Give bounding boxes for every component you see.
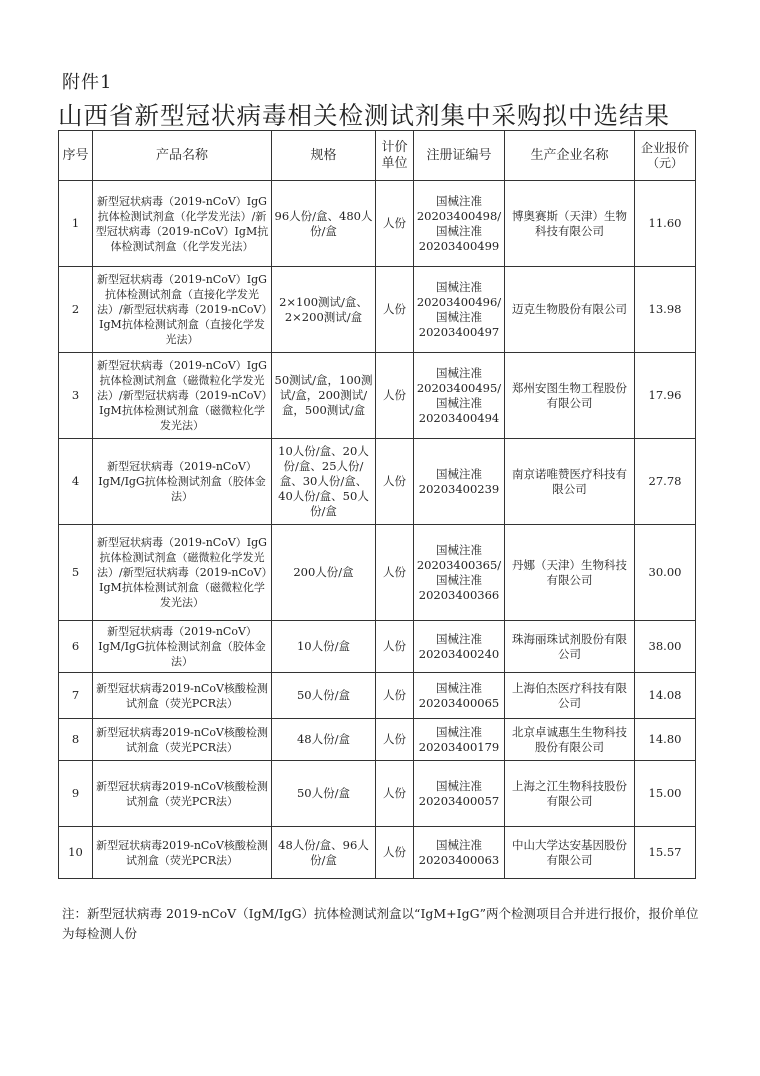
- cell-price: 30.00: [635, 525, 696, 621]
- attachment-label: 附件1: [62, 72, 113, 93]
- cell-unit: 人份: [376, 353, 414, 439]
- cell-product-name: 新型冠状病毒2019-nCoV核酸检测试剂盒（荧光PCR法）: [93, 827, 272, 879]
- cell-unit: 人份: [376, 439, 414, 525]
- cell-spec: 48人份/盒、96人份/盒: [272, 827, 376, 879]
- header-row: [59, 131, 696, 181]
- cell-company: 郑州安图生物工程股份有限公司: [505, 353, 635, 439]
- cell-unit: 人份: [376, 621, 414, 673]
- cell-no: 1: [59, 181, 93, 267]
- cell-company: 北京卓诚惠生生物科技股份有限公司: [505, 719, 635, 761]
- cell-registration: 国械注准20203400365/国械注准20203400366: [414, 525, 505, 621]
- cell-company: 珠海丽珠试剂股份有限公司: [505, 621, 635, 673]
- cell-spec: 50测试/盒，100测试/盒，200测试/盒，500测试/盒: [272, 353, 376, 439]
- cell-price: 13.98: [635, 267, 696, 353]
- header-price: 企业报价（元）: [635, 131, 696, 181]
- results-table: [58, 130, 696, 879]
- header-spec: 规格: [272, 131, 376, 181]
- cell-product-name: 新型冠状病毒（2019-nCoV）IgG抗体检测试剂盒（直接化学发光法）/新型冠状病毒（2019-nCoV）IgM抗体检测试剂盒（直接化学发光法）: [93, 267, 272, 353]
- table-row: [59, 719, 696, 761]
- cell-no: 5: [59, 525, 93, 621]
- cell-no: 4: [59, 439, 93, 525]
- cell-company: 丹娜（天津）生物科技有限公司: [505, 525, 635, 621]
- cell-product-name: 新型冠状病毒（2019-nCoV）IgG抗体检测试剂盒（化学发光法）/新型冠状病毒（2019-nCoV）IgM抗体检测试剂盒（化学发光法）: [93, 181, 272, 267]
- cell-price: 17.96: [635, 353, 696, 439]
- cell-spec: 96人份/盒、480人份/盒: [272, 181, 376, 267]
- table-row: [59, 353, 696, 439]
- cell-no: 8: [59, 719, 93, 761]
- cell-spec: 200人份/盒: [272, 525, 376, 621]
- cell-price: 15.00: [635, 761, 696, 827]
- cell-registration: 国械注准20203400496/国械注准20203400497: [414, 267, 505, 353]
- header-registration: 注册证编号: [414, 131, 505, 181]
- table-row: [59, 761, 696, 827]
- cell-price: 27.78: [635, 439, 696, 525]
- cell-spec: 50人份/盒: [272, 761, 376, 827]
- table-row: [59, 181, 696, 267]
- cell-unit: 人份: [376, 525, 414, 621]
- cell-unit: 人份: [376, 761, 414, 827]
- table-row: [59, 439, 696, 525]
- cell-no: 2: [59, 267, 93, 353]
- cell-company: 博奥赛斯（天津）生物科技有限公司: [505, 181, 635, 267]
- cell-unit: 人份: [376, 267, 414, 353]
- cell-registration: 国械注准20203400498/国械注准20203400499: [414, 181, 505, 267]
- table-row: [59, 525, 696, 621]
- cell-company: 中山大学达安基因股份有限公司: [505, 827, 635, 879]
- cell-registration: 国械注准20203400057: [414, 761, 505, 827]
- cell-spec: 48人份/盒: [272, 719, 376, 761]
- cell-registration: 国械注准20203400065: [414, 673, 505, 719]
- cell-unit: 人份: [376, 827, 414, 879]
- table-row: [59, 621, 696, 673]
- footnote: 注：新型冠状病毒 2019-nCoV（IgM/IgG）抗体检测试剂盒以“IgM+IgG”两个检测项目合并进行报价，报价单位为每检测人份: [62, 906, 699, 941]
- cell-company: 迈克生物股份有限公司: [505, 267, 635, 353]
- cell-price: 15.57: [635, 827, 696, 879]
- cell-company: 上海之江生物科技股份有限公司: [505, 761, 635, 827]
- cell-spec: 10人份/盒: [272, 621, 376, 673]
- cell-registration: 国械注准20203400063: [414, 827, 505, 879]
- header-product-name: 产品名称: [93, 131, 272, 181]
- header-no: 序号: [59, 131, 93, 181]
- cell-price: 14.80: [635, 719, 696, 761]
- cell-product-name: 新型冠状病毒（2019-nCoV）IgG抗体检测试剂盒（磁微粒化学发光法）/新型冠状病毒（2019-nCoV）IgM抗体检测试剂盒（磁微粒化学发光法）: [93, 525, 272, 621]
- cell-spec: 2×100测试/盒、2×200测试/盒: [272, 267, 376, 353]
- cell-product-name: 新型冠状病毒2019-nCoV核酸检测试剂盒（荧光PCR法）: [93, 761, 272, 827]
- cell-no: 7: [59, 673, 93, 719]
- cell-no: 3: [59, 353, 93, 439]
- cell-registration: 国械注准20203400179: [414, 719, 505, 761]
- cell-product-name: 新型冠状病毒（2019-nCoV）IgM/IgG抗体检测试剂盒（胶体金法）: [93, 439, 272, 525]
- table-row: [59, 827, 696, 879]
- cell-unit: 人份: [376, 673, 414, 719]
- header-company: 生产企业名称: [505, 131, 635, 181]
- cell-spec: 50人份/盒: [272, 673, 376, 719]
- cell-product-name: 新型冠状病毒（2019-nCoV）IgM/IgG抗体检测试剂盒（胶体金法）: [93, 621, 272, 673]
- cell-product-name: 新型冠状病毒2019-nCoV核酸检测试剂盒（荧光PCR法）: [93, 719, 272, 761]
- cell-no: 10: [59, 827, 93, 879]
- cell-no: 9: [59, 761, 93, 827]
- cell-registration: 国械注准20203400495/国械注准20203400494: [414, 353, 505, 439]
- cell-price: 14.08: [635, 673, 696, 719]
- cell-product-name: 新型冠状病毒2019-nCoV核酸检测试剂盒（荧光PCR法）: [93, 673, 272, 719]
- header-unit: 计价单位: [376, 131, 414, 181]
- cell-product-name: 新型冠状病毒（2019-nCoV）IgG抗体检测试剂盒（磁微粒化学发光法）/新型冠状病毒（2019-nCoV）IgM抗体检测试剂盒（磁微粒化学发光法）: [93, 353, 272, 439]
- cell-unit: 人份: [376, 181, 414, 267]
- cell-unit: 人份: [376, 719, 414, 761]
- cell-company: 上海伯杰医疗科技有限公司: [505, 673, 635, 719]
- cell-registration: 国械注准20203400239: [414, 439, 505, 525]
- cell-price: 38.00: [635, 621, 696, 673]
- cell-spec: 10人份/盒、20人份/盒、25人份/盒、30人份/盒、40人份/盒、50人份/盒: [272, 439, 376, 525]
- cell-price: 11.60: [635, 181, 696, 267]
- document-title: 山西省新型冠状病毒相关检测试剂集中采购拟中选结果: [58, 101, 670, 130]
- table-row: [59, 673, 696, 719]
- cell-company: 南京诺唯赞医疗科技有限公司: [505, 439, 635, 525]
- cell-registration: 国械注准20203400240: [414, 621, 505, 673]
- table-row: [59, 267, 696, 353]
- cell-no: 6: [59, 621, 93, 673]
